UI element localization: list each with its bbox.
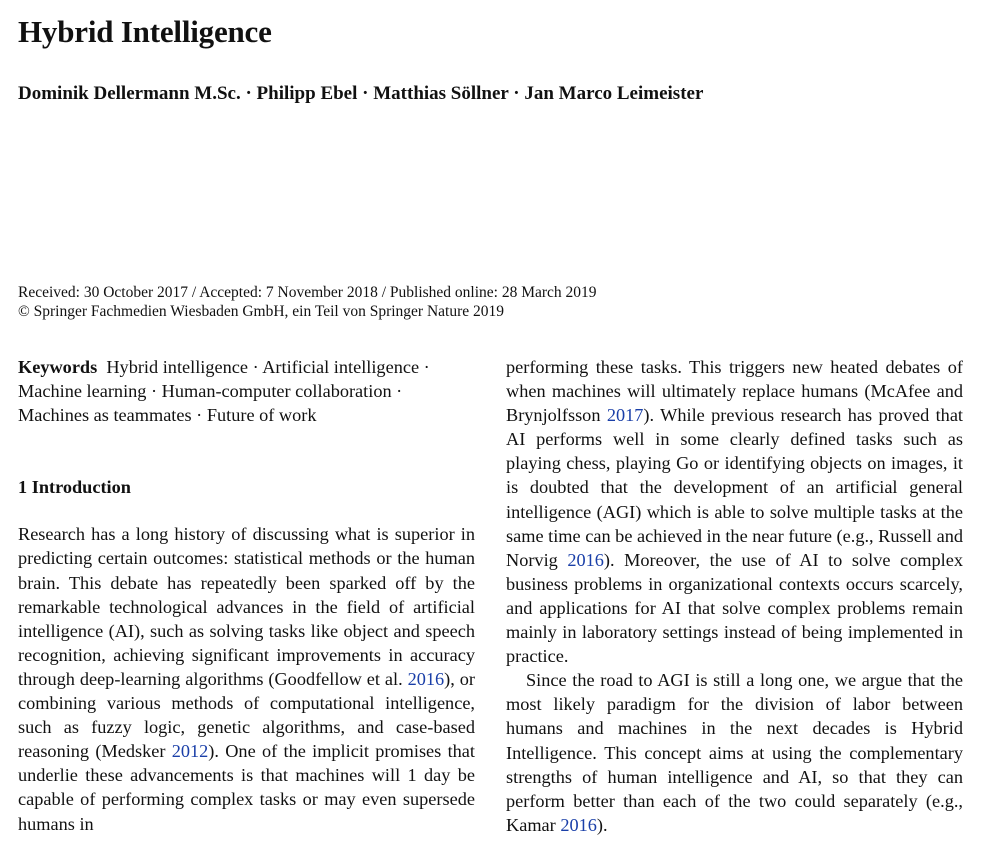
- author-list: Dominik Dellermann M.Sc. · Philipp Ebel · Matthias Söllner · Jan Marco Leimeister: [18, 83, 704, 104]
- citation-link-kamar-2016[interactable]: 2016: [560, 814, 597, 835]
- body-text: ). One of the implicit promises that underlie these advancements is that machines will 1 day be capable of performing complex tasks or may even supersede humans in: [18, 741, 475, 834]
- body-text: ).: [596, 814, 608, 835]
- copyright-line: © Springer Fachmedien Wiesbaden GmbH, ein Teil von Springer Nature 2019: [18, 303, 505, 320]
- body-text: performing these tasks. This triggers new heated debates of when machines will ultimately replace humans (McAfee and Brynjolfsson: [506, 357, 963, 426]
- right-column: [506, 355, 963, 837]
- received-accepted-published: Received: 30 October 2017 / Accepted: 7 November 2018 / Published online: 28 March 2019: [18, 284, 597, 301]
- keywords-label: Keywords: [18, 357, 98, 377]
- keywords: [18, 355, 475, 427]
- body-text: Since the road to AGI is still a long one, we argue that the most likely paradigm for the division of labor between humans and machines in the next decades is Hybrid Intelligence. This concept aims at using the complementary strengths of human intelligence and AI, so that they can perform better than each of the two could separately (e.g., Kamar: [506, 670, 963, 835]
- section-heading-introduction: 1 Introduction: [18, 477, 131, 498]
- body-text: ), or combining various methods of computational intelligence, such as fuzzy logic, genetic algorithms, and case-based reasoning (Medsker: [18, 668, 475, 762]
- body-text: ). While previous research has proved that AI performs well in some clearly defined tasks such as playing chess, playing Go or identifying objects on images, it is doubted that the development of an artificial general intelligence (AGI) which is able to solve multiple tasks at the same time can be achieved in the near future (e.g., Russell and Norvig: [506, 405, 964, 570]
- intro-paragraph-2: [506, 668, 963, 837]
- citation-link-medsker-2012[interactable]: 2012: [171, 741, 209, 762]
- body-text: Research has a long history of discussing what is superior in predicting certain outcomes: statistical methods or the human brain. This debate has repeatedly been sparked off by the remarkable technological advances in the field of artificial intelligence (AI), such as solving tasks like object and speech recognition, achieving significant improvements in accuracy through deep-learning algorithms (Goodfellow et al.: [18, 524, 475, 689]
- publication-info: [18, 283, 597, 321]
- paper-title: Hybrid Intelligence: [18, 14, 272, 49]
- left-column: [18, 355, 475, 836]
- citation-link-russell-2016[interactable]: 2016: [567, 549, 604, 570]
- intro-paragraph-1-part-2: [506, 355, 963, 668]
- intro-paragraph-1-part-1: [18, 522, 475, 835]
- citation-link-goodfellow-2016[interactable]: 2016: [407, 668, 445, 689]
- body-text: ). Moreover, the use of AI to solve complex business problems in organizational contexts occurs scarcely, and applications for AI that solve complex problems remain mainly in laboratory settings instead of being implemented in practice.: [506, 549, 963, 667]
- keywords-list: Hybrid intelligence · Artificial intelligence · Machine learning · Human-computer collaboration · Machines as teammates · Future of work: [18, 357, 430, 426]
- citation-link-mcafee-2017[interactable]: 2017: [606, 405, 644, 426]
